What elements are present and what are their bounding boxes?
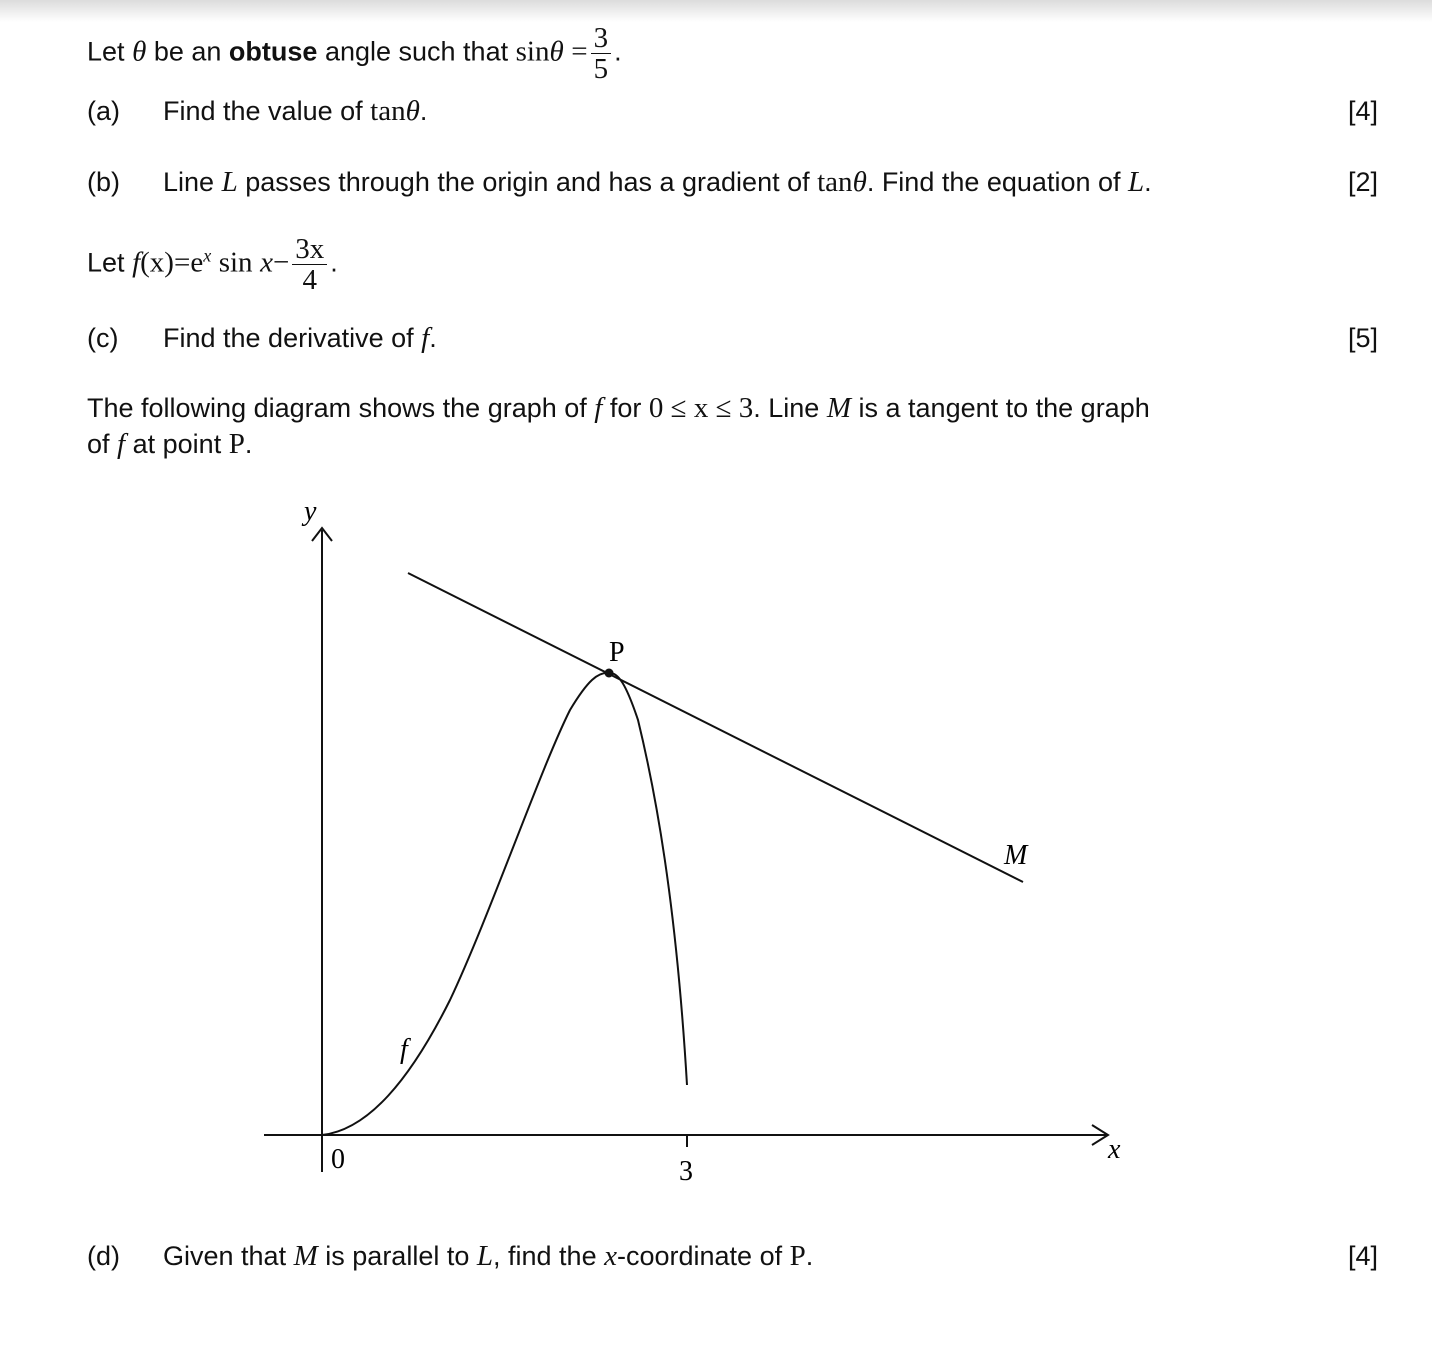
function-f-symbol: f bbox=[594, 392, 603, 424]
tan-function: tan bbox=[370, 95, 406, 127]
intro-text: at point bbox=[132, 429, 222, 459]
theta-symbol: θ bbox=[132, 35, 147, 68]
question-text: Find the value of bbox=[163, 96, 363, 126]
y-axis-label: y bbox=[304, 496, 317, 527]
period: . bbox=[805, 1241, 814, 1271]
function-argument: (x) bbox=[140, 246, 174, 279]
question-text: Find the derivative of bbox=[163, 323, 414, 353]
function-f-symbol: f bbox=[117, 428, 126, 460]
intro-text: for bbox=[609, 393, 642, 423]
line-L-symbol: L bbox=[221, 166, 238, 198]
exponent: x bbox=[203, 245, 212, 266]
part-c-marks: [5] bbox=[1348, 323, 1379, 353]
point-P-symbol: P bbox=[789, 1240, 806, 1272]
function-f-symbol: f bbox=[421, 322, 430, 354]
line-L-symbol: L bbox=[476, 1240, 494, 1272]
domain-inequality: 0 ≤ x ≤ 3 bbox=[648, 392, 754, 424]
variable-x: x bbox=[604, 1240, 617, 1272]
period: . bbox=[330, 247, 338, 278]
euler-e: e bbox=[190, 246, 204, 279]
variable-x: x bbox=[260, 246, 273, 279]
point-P-marker bbox=[605, 669, 614, 678]
question-text: , find the bbox=[493, 1241, 597, 1271]
point-P-symbol: P bbox=[228, 428, 245, 460]
intro-text: is a tangent to the graph bbox=[858, 393, 1150, 423]
tangent-M-label: M bbox=[1004, 840, 1028, 871]
function-f-symbol: f bbox=[132, 246, 141, 279]
curve-f-label: f bbox=[400, 1034, 408, 1065]
line-M-symbol: M bbox=[293, 1240, 318, 1272]
part-label: (c) bbox=[87, 323, 119, 353]
part-a-marks: [4] bbox=[1348, 96, 1379, 126]
period: . bbox=[1144, 167, 1152, 197]
intro-text: Let bbox=[87, 36, 125, 67]
intro-text: . Line bbox=[753, 393, 820, 423]
question-text: passes through the origin and has a gradient of bbox=[245, 167, 810, 197]
line-M-symbol: M bbox=[826, 392, 851, 424]
minus-sign: − bbox=[272, 246, 290, 279]
theta-symbol: θ bbox=[405, 95, 420, 127]
part-b-marks: [2] bbox=[1348, 167, 1379, 197]
part-label: (b) bbox=[87, 167, 120, 197]
theta-symbol: θ bbox=[852, 166, 867, 198]
period: . bbox=[419, 96, 428, 126]
fraction-numerator: 3x bbox=[292, 234, 327, 265]
period: . bbox=[244, 429, 253, 459]
part-label: (d) bbox=[87, 1241, 120, 1271]
intro-text: Let bbox=[87, 247, 125, 278]
intro-text: of bbox=[87, 429, 110, 459]
part-d-question bbox=[87, 1239, 813, 1273]
question-text: Given that bbox=[163, 1241, 287, 1271]
equals-sign: = bbox=[173, 246, 191, 279]
line-L-symbol: L bbox=[1128, 166, 1145, 198]
question-text: is parallel to bbox=[325, 1241, 470, 1271]
theta-symbol: θ bbox=[549, 35, 564, 68]
origin-label: 0 bbox=[331, 1144, 345, 1175]
bold-word-obtuse: obtuse bbox=[228, 36, 318, 67]
tangent-line-M bbox=[408, 573, 1023, 882]
fraction-denominator: 5 bbox=[593, 53, 609, 85]
point-P-label: P bbox=[609, 637, 625, 668]
x-axis-label: x bbox=[1108, 1134, 1121, 1165]
part-label: (a) bbox=[87, 96, 120, 126]
period: . bbox=[429, 323, 437, 353]
question-text: Line bbox=[163, 167, 215, 197]
curve-f bbox=[322, 673, 687, 1135]
sin-function: sin bbox=[218, 246, 253, 279]
equals-sign: = bbox=[571, 35, 588, 68]
sin-function: sin bbox=[515, 35, 550, 68]
fraction-numerator: 3 bbox=[591, 23, 612, 54]
x-tick-3-label: 3 bbox=[679, 1156, 693, 1187]
part-d-marks: [4] bbox=[1348, 1241, 1379, 1271]
period: . bbox=[614, 36, 622, 67]
question-text: -coordinate of bbox=[616, 1241, 783, 1271]
fraction-denominator: 4 bbox=[302, 264, 318, 296]
intro-text: be an bbox=[153, 36, 222, 67]
intro-text: The following diagram shows the graph of bbox=[87, 393, 587, 423]
intro-text: angle such that bbox=[324, 36, 509, 67]
question-text: . Find the equation of bbox=[866, 167, 1121, 197]
tan-function: tan bbox=[817, 166, 853, 198]
